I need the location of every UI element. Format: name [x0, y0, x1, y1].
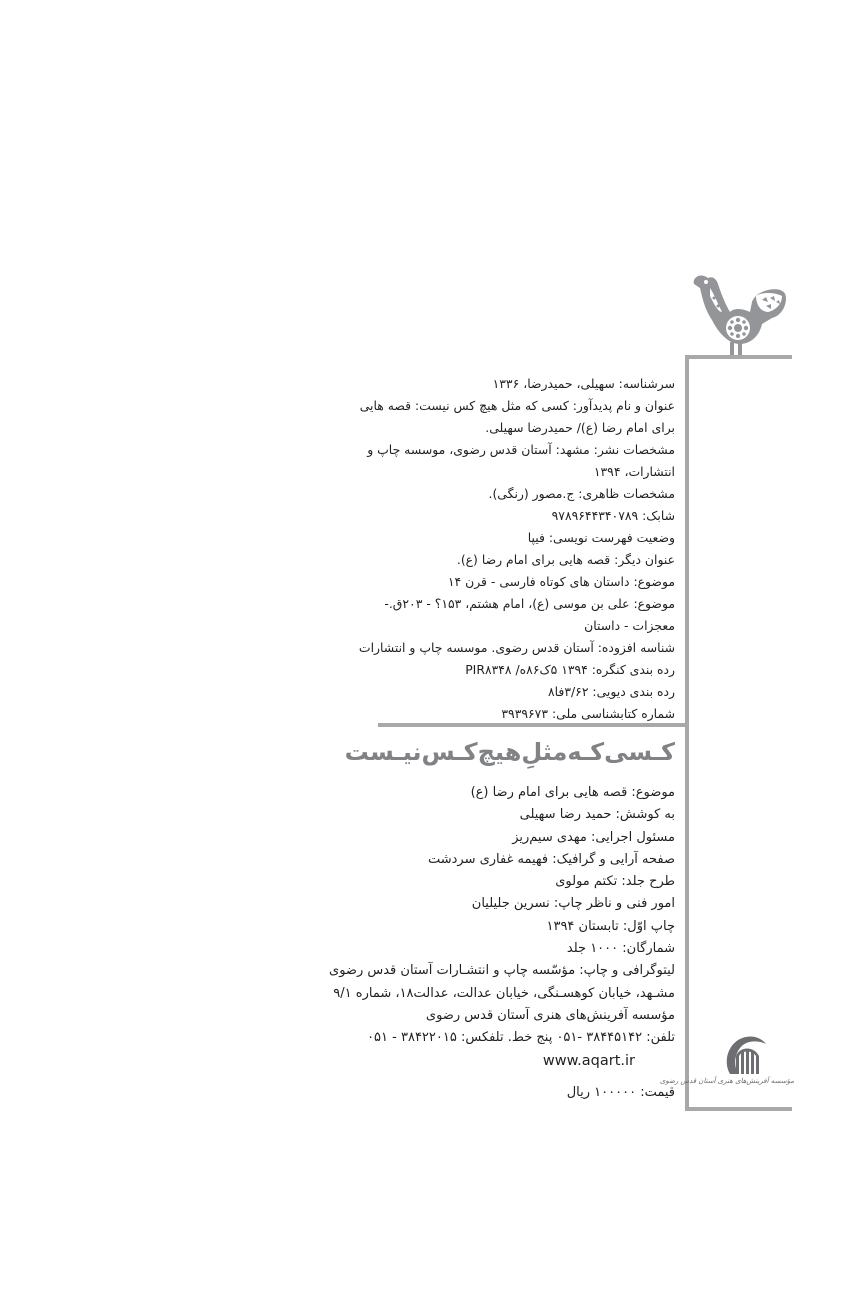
credit-line: تلفن: ۳۸۴۴۵۱۴۲ -۰۵۱ پنج خط. تلفکس: ۳۸۴۲۲۰۱۵ - ۰۵۱ — [367, 1030, 675, 1046]
cip-line: انتشارات، ۱۳۹۴ — [593, 464, 675, 479]
cip-line: عنوان و نام پدیدآور: کسی که مثل هیچ کس نیست: قصه هایی — [359, 398, 675, 413]
frame-bottom-rule — [685, 1107, 792, 1111]
cip-line: موضوع: داستان های کوتاه فارسی - قرن ۱۴ — [447, 574, 675, 589]
credit-line: به کوشش: حمید رضا سهیلی — [519, 807, 675, 823]
cip-line: عنوان دیگر: قصه هایی برای امام رضا (ع). — [456, 552, 675, 567]
credit-line: مشـهد، خیابان کوهسـنگی، خیابان عدالت، عدالت۱۸، شماره ۹/۱ — [333, 985, 675, 1001]
credit-line: مؤسسه آفرینش‌های هنری آستان قدس رضوی — [425, 1007, 675, 1023]
book-title: کـسی‌کـه‌مثلِ‌هیچ‌کـس‌نیـست — [344, 738, 675, 766]
cip-line: مشخصات ظاهری: ج.مصور (رنگی). — [488, 486, 675, 501]
cip-block — [315, 373, 675, 725]
credit-line: مسئول اجرایی: مهدی سیم‌ریز — [512, 829, 675, 845]
frame-vertical-rule — [685, 355, 689, 1111]
credit-line: چاپ اوّل: تابستان ۱۳۹۴ — [546, 918, 675, 934]
publisher-logo-caption: مؤسسه آفرینش‌های هنری آستان قدس رضوی — [659, 1077, 794, 1085]
credit-line: صفحه آرایی و گرافیک: فهیمه غفاری سردشت — [427, 851, 675, 867]
cip-line: مشخصات نشر: مشهد: آستان قدس رضوی، موسسه چاپ و — [367, 442, 675, 457]
frame-top-rule — [685, 355, 792, 359]
cip-line: سرشناسه: سهیلی، حمیدرضا، ۱۳۳۶ — [492, 376, 675, 391]
cip-line: رده بندی دیویی: ۳/۶۲فا۸ — [547, 684, 675, 699]
cip-line: وضعیت فهرست نویسی: فیپا — [527, 530, 675, 545]
price-label: قیمت: ۱۰۰۰۰۰ ریال — [566, 1084, 675, 1100]
credit-line: شمارگان: ۱۰۰۰ جلد — [566, 941, 675, 957]
cip-line: موضوع: علی بن موسی (ع)، امام هشتم، ۱۵۳؟ - ۲۰۳ق.- — [384, 596, 675, 611]
credit-line: طرح جلد: تکتم مولوی — [555, 874, 675, 890]
cip-line: شماره کتابشناسی ملی: ۳۹۳۹۶۷۳ — [501, 706, 675, 721]
cip-line: رده بندی کنگره: ۱۳۹۴ ۵ک۸۶ه/ PIR۸۳۴۸ — [465, 662, 675, 677]
credit-line: لیتوگرافی و چاپ: مؤسّسه چاپ و انتشـارات آستان قدس رضوی — [329, 963, 675, 979]
bird-ornament-icon — [690, 268, 790, 358]
cip-line: معجزات - داستان — [584, 618, 675, 633]
cip-line: برای امام رضا (ع)/ حمیدرضا سهیلی. — [485, 420, 675, 435]
publisher-logo-icon — [722, 1034, 768, 1076]
credits-block — [295, 782, 675, 1104]
cip-line: شابک: ۹۷۸۹۶۴۴۳۴۰۷۸۹ — [551, 508, 675, 523]
credit-line: امور فنی و ناظر چاپ: نسرین جلیلیان — [471, 896, 675, 912]
credit-line: موضوع: قصه هایی برای امام رضا (ع) — [470, 785, 675, 800]
website-link[interactable]: www.aqart.ir — [542, 1052, 635, 1069]
cip-line: شناسه افزوده: آستان قدس رضوی. موسسه چاپ و انتشارات — [358, 640, 675, 655]
